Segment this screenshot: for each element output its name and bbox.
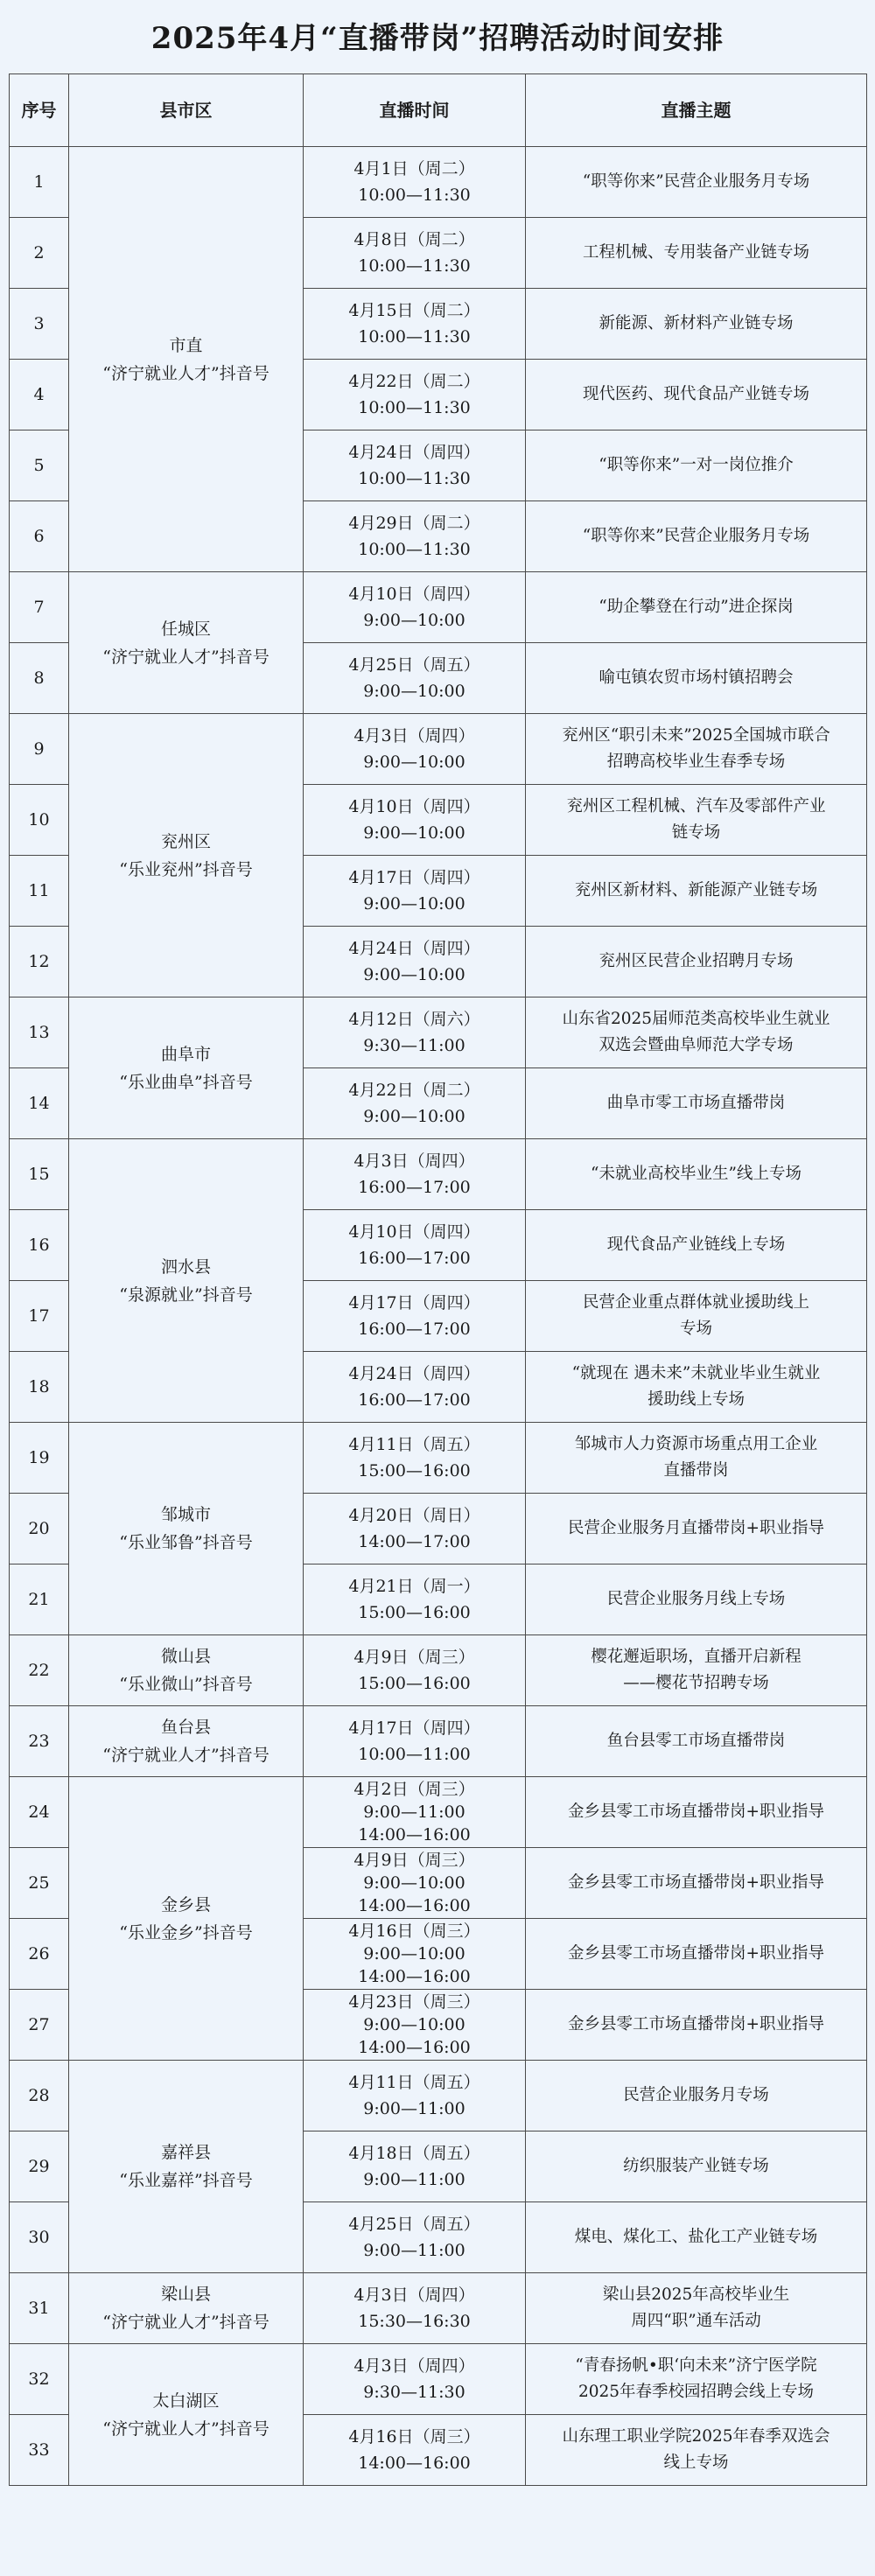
row-number: 3 [10, 289, 69, 360]
time-cell [304, 1564, 526, 1635]
time-range: 15:00—16:00 [358, 1461, 471, 1480]
date-text: 4月24日（周四） [348, 443, 480, 462]
theme-line: 直播带岗 [663, 1461, 729, 1480]
douyin-account: “乐业金乡”抖音号 [119, 1922, 253, 1942]
time-cell [304, 1494, 526, 1564]
time-range: 10:00—11:30 [358, 469, 471, 488]
time-cell [304, 1281, 526, 1352]
date-text: 4月22日（周二） [348, 1081, 480, 1100]
time-range: 10:00—11:30 [358, 186, 471, 205]
time-range: 10:00—11:30 [358, 327, 471, 346]
time-cell [304, 1352, 526, 1423]
theme-line: 链专场 [671, 823, 721, 842]
douyin-account: “乐业嘉祥”抖音号 [119, 2171, 253, 2190]
row-number: 30 [10, 2202, 69, 2273]
row-number: 26 [10, 1919, 69, 1990]
time-range: 9:00—10:00 [363, 1944, 466, 1964]
header-county: 县市区 [69, 74, 304, 147]
theme-line: 专场 [679, 1320, 712, 1338]
douyin-account: “泉源就业”抖音号 [119, 1284, 253, 1305]
theme-line: 金乡县零工市场直播带岗+职业指导 [567, 2015, 824, 2034]
time-cell [304, 714, 526, 785]
theme-line: 梁山县2025年高校毕业生 [602, 2286, 790, 2304]
time-cell [304, 2061, 526, 2132]
row-number: 11 [10, 856, 69, 927]
theme-line: “职等你来”民营企业服务月专场 [582, 172, 810, 191]
theme-line: 现代医药、现代食品产业链专场 [582, 385, 809, 403]
county-name: 兖州区 [160, 831, 211, 851]
theme-line: 曲阜市零工市场直播带岗 [606, 1094, 786, 1112]
time-range: 10:00—11:00 [358, 1745, 471, 1764]
time-range: 9:00—10:00 [363, 2015, 466, 2034]
time-range: 10:00—11:30 [358, 256, 471, 276]
schedule-table [9, 74, 867, 2486]
theme-line: 民营企业重点群体就业援助线上 [582, 1293, 809, 1312]
theme-line: 金乡县零工市场直播带岗+职业指导 [567, 1873, 824, 1892]
county-name: 金乡县 [160, 1894, 211, 1914]
theme-cell [526, 501, 867, 572]
date-text: 4月16日（周三） [348, 1922, 480, 1941]
row-number: 6 [10, 501, 69, 572]
time-range: 10:00—11:30 [358, 398, 471, 417]
county-name: 任城区 [160, 619, 211, 639]
time-range: 9:00—10:00 [363, 1873, 466, 1893]
county-name: 市直 [169, 335, 203, 355]
row-number: 7 [10, 572, 69, 643]
time-cell [304, 2202, 526, 2273]
header-row [10, 74, 867, 147]
date-text: 4月9日（周三） [354, 1648, 475, 1667]
time-cell [304, 1635, 526, 1706]
time-cell [304, 1919, 526, 1990]
theme-cell [526, 218, 867, 289]
row-number: 10 [10, 785, 69, 856]
row-number: 2 [10, 218, 69, 289]
theme-cell [526, 1068, 867, 1139]
row-number: 9 [10, 714, 69, 785]
date-text: 4月18日（周五） [348, 2144, 480, 2163]
date-text: 4月1日（周二） [354, 159, 475, 178]
theme-line: 山东省2025届师范类高校毕业生就业 [562, 1010, 830, 1028]
county-cell [69, 2061, 304, 2273]
table-row [10, 1423, 867, 1494]
date-text: 4月17日（周四） [348, 868, 480, 887]
douyin-account: “济宁就业人才”抖音号 [102, 2313, 270, 2332]
time-range: 14:00—16:00 [358, 2454, 471, 2473]
row-number: 19 [10, 1423, 69, 1494]
row-number: 31 [10, 2273, 69, 2344]
county-name: 嘉祥县 [160, 2143, 211, 2162]
row-number: 23 [10, 1706, 69, 1777]
time-cell [304, 643, 526, 714]
time-cell [304, 2415, 526, 2486]
date-text: 4月24日（周四） [348, 1364, 480, 1383]
row-number: 28 [10, 2061, 69, 2132]
county-name: 梁山县 [160, 2285, 211, 2304]
theme-cell [526, 1139, 867, 1210]
date-text: 4月11日（周五） [348, 1435, 480, 1454]
time-cell [304, 856, 526, 927]
theme-cell [526, 289, 867, 360]
theme-cell [526, 360, 867, 430]
row-number: 14 [10, 1068, 69, 1139]
county-cell [69, 2344, 304, 2486]
time-range: 9:00—10:00 [363, 1107, 466, 1126]
row-number: 15 [10, 1139, 69, 1210]
county-cell [69, 1777, 304, 2061]
date-text: 4月16日（周三） [348, 2427, 480, 2446]
date-text: 4月25日（周五） [348, 655, 480, 675]
county-cell [69, 1139, 304, 1423]
county-cell [69, 147, 304, 572]
header-theme: 直播主题 [526, 74, 867, 147]
time-range: 14:00—16:00 [358, 1896, 471, 1915]
row-number: 13 [10, 998, 69, 1068]
date-text: 4月10日（周四） [348, 1222, 480, 1242]
theme-line: 樱花邂逅职场，直播开启新程 [591, 1648, 802, 1666]
time-range: 15:00—16:00 [358, 1603, 471, 1622]
time-range: 9:30—11:30 [363, 2383, 466, 2402]
theme-line: 民营企业服务月直播带岗+职业指导 [567, 1519, 824, 1537]
theme-cell [526, 1210, 867, 1281]
county-cell [69, 1423, 304, 1635]
table-row [10, 1777, 867, 1848]
theme-cell [526, 1423, 867, 1494]
date-text: 4月9日（周三） [354, 1851, 475, 1870]
date-text: 4月29日（周二） [348, 514, 480, 533]
row-number: 1 [10, 147, 69, 218]
row-number: 12 [10, 927, 69, 998]
county-cell [69, 2273, 304, 2344]
theme-cell [526, 1635, 867, 1706]
theme-cell [526, 714, 867, 785]
row-number: 18 [10, 1352, 69, 1423]
theme-cell [526, 2273, 867, 2344]
date-text: 4月11日（周五） [348, 2073, 480, 2092]
time-cell [304, 360, 526, 430]
time-cell [304, 1848, 526, 1919]
county-cell [69, 1635, 304, 1706]
time-range: 16:00—17:00 [358, 1320, 471, 1339]
row-number: 33 [10, 2415, 69, 2486]
theme-line: 招聘高校毕业生春季专场 [606, 752, 786, 771]
theme-line: 民营企业服务月专场 [623, 2086, 769, 2104]
date-text: 4月12日（周六） [348, 1010, 480, 1029]
theme-cell [526, 2415, 867, 2486]
time-range: 14:00—16:00 [358, 1967, 471, 1986]
time-cell [304, 785, 526, 856]
theme-cell [526, 430, 867, 501]
theme-line: 线上专场 [663, 2454, 729, 2472]
date-text: 4月10日（周四） [348, 797, 480, 816]
row-number: 8 [10, 643, 69, 714]
county-cell [69, 998, 304, 1139]
table-row [10, 147, 867, 218]
theme-cell [526, 1281, 867, 1352]
table-body [10, 147, 867, 2486]
time-range: 9:00—10:00 [363, 894, 466, 914]
county-cell [69, 714, 304, 998]
time-cell [304, 218, 526, 289]
time-cell [304, 927, 526, 998]
time-range: 9:00—10:00 [363, 611, 466, 630]
county-name: 微山县 [160, 1647, 211, 1666]
time-cell [304, 147, 526, 218]
table-row [10, 2344, 867, 2415]
theme-line: “职等你来”民营企业服务月专场 [582, 527, 810, 545]
date-text: 4月24日（周四） [348, 939, 480, 958]
table-row [10, 1139, 867, 1210]
theme-cell [526, 2344, 867, 2415]
theme-cell [526, 927, 867, 998]
time-cell [304, 1777, 526, 1848]
time-cell [304, 1068, 526, 1139]
theme-line: 工程机械、专用装备产业链专场 [582, 243, 809, 262]
theme-line: 2025年春季校园招聘会线上专场 [578, 2383, 815, 2401]
row-number: 4 [10, 360, 69, 430]
date-text: 4月25日（周五） [348, 2215, 480, 2234]
theme-line: 邹城市人力资源市场重点用工企业 [574, 1435, 818, 1453]
theme-cell [526, 1352, 867, 1423]
theme-line: 金乡县零工市场直播带岗+职业指导 [567, 1802, 824, 1821]
county-name: 邹城市 [160, 1505, 211, 1524]
theme-cell [526, 2202, 867, 2273]
theme-line: 纺织服装产业链专场 [623, 2157, 769, 2175]
header-no: 序号 [10, 74, 69, 147]
time-cell [304, 1423, 526, 1494]
time-cell [304, 998, 526, 1068]
time-range: 9:30—11:00 [363, 1036, 466, 1055]
date-text: 4月17日（周四） [348, 1293, 480, 1312]
time-cell [304, 1210, 526, 1281]
douyin-account: “济宁就业人才”抖音号 [102, 2418, 270, 2439]
theme-line: 鱼台县零工市场直播带岗 [606, 1732, 786, 1750]
douyin-account: “济宁就业人才”抖音号 [102, 363, 270, 383]
time-range: 9:00—10:00 [363, 752, 466, 772]
theme-cell [526, 572, 867, 643]
date-text: 4月3日（周四） [354, 726, 475, 746]
theme-line: 周四“职”通车活动 [631, 2312, 761, 2330]
page-title: 2025年4月“直播带岗”招聘活动时间安排 [150, 20, 724, 56]
theme-cell [526, 785, 867, 856]
theme-cell [526, 1706, 867, 1777]
county-name: 曲阜市 [160, 1044, 211, 1064]
date-text: 4月22日（周二） [348, 372, 480, 391]
date-text: 4月3日（周四） [354, 2356, 475, 2376]
time-cell [304, 1706, 526, 1777]
time-range: 9:00—10:00 [363, 965, 466, 984]
time-cell [304, 1139, 526, 1210]
theme-cell [526, 1564, 867, 1635]
theme-cell [526, 2061, 867, 2132]
row-number: 16 [10, 1210, 69, 1281]
douyin-account: “乐业微山”抖音号 [119, 1675, 253, 1694]
time-cell [304, 572, 526, 643]
row-number: 25 [10, 1848, 69, 1919]
theme-line: 援助线上专场 [647, 1390, 745, 1409]
date-text: 4月2日（周三） [354, 1780, 475, 1799]
theme-line: 兖州区新材料、新能源产业链专场 [574, 881, 818, 900]
row-number: 5 [10, 430, 69, 501]
theme-line: “未就业高校毕业生”线上专场 [591, 1165, 802, 1183]
date-text: 4月21日（周一） [348, 1577, 480, 1596]
row-number: 29 [10, 2132, 69, 2202]
row-number: 17 [10, 1281, 69, 1352]
theme-cell [526, 147, 867, 218]
time-cell [304, 1990, 526, 2061]
time-range: 10:00—11:30 [358, 540, 471, 559]
row-number: 27 [10, 1990, 69, 2061]
county-name: 泗水县 [160, 1256, 211, 1277]
time-range: 16:00—17:00 [358, 1178, 471, 1197]
time-range: 15:30—16:30 [358, 2312, 471, 2331]
time-range: 14:00—16:00 [358, 2038, 471, 2057]
theme-cell [526, 2132, 867, 2202]
theme-line: 兖州区工程机械、汽车及零部件产业 [566, 797, 826, 816]
theme-cell [526, 1777, 867, 1848]
time-range: 9:00—11:00 [363, 2241, 466, 2260]
theme-line: “助企攀登在行动”进企探岗 [598, 598, 794, 616]
theme-line: 双选会暨曲阜师范大学专场 [598, 1036, 794, 1054]
theme-line: 新能源、新材料产业链专场 [598, 314, 794, 332]
time-range: 9:00—10:00 [363, 823, 466, 843]
time-range: 16:00—17:00 [358, 1390, 471, 1410]
douyin-account: “乐业兖州”抖音号 [119, 859, 253, 879]
theme-line: 现代食品产业链线上专场 [606, 1236, 786, 1254]
time-range: 14:00—17:00 [358, 1532, 471, 1551]
county-cell [69, 1706, 304, 1777]
time-cell [304, 430, 526, 501]
time-cell [304, 501, 526, 572]
date-text: 4月23日（周三） [348, 1992, 480, 2012]
theme-line: 金乡县零工市场直播带岗+职业指导 [567, 1944, 824, 1963]
time-range: 9:00—11:00 [363, 2170, 466, 2189]
theme-cell [526, 1919, 867, 1990]
row-number: 24 [10, 1777, 69, 1848]
theme-line: “青春扬帆•职‘向未来”济宁医学院 [575, 2356, 817, 2375]
date-text: 4月3日（周四） [354, 1152, 475, 1171]
theme-line: 兖州区民营企业招聘月专场 [598, 952, 794, 970]
theme-line: 煤电、煤化工、盐化工产业链专场 [574, 2228, 818, 2246]
theme-cell [526, 643, 867, 714]
row-number: 20 [10, 1494, 69, 1564]
time-range: 15:00—16:00 [358, 1674, 471, 1693]
theme-line: 兖州区“职引未来”2025全国城市联合 [562, 726, 830, 745]
time-range: 16:00—17:00 [358, 1249, 471, 1268]
theme-line: 山东理工职业学院2025年春季双选会 [562, 2427, 830, 2446]
time-cell [304, 289, 526, 360]
douyin-account: “济宁就业人才”抖音号 [102, 647, 270, 667]
time-cell [304, 2132, 526, 2202]
county-name: 鱼台县 [160, 1718, 211, 1737]
time-cell [304, 2344, 526, 2415]
county-name: 太白湖区 [152, 2390, 220, 2411]
table-row [10, 714, 867, 785]
time-range: 9:00—11:00 [363, 1802, 466, 1822]
theme-line: “职等你来”一对一岗位推介 [598, 456, 794, 474]
table-row [10, 572, 867, 643]
time-cell [304, 2273, 526, 2344]
time-range: 14:00—16:00 [358, 1825, 471, 1844]
date-text: 4月3日（周四） [354, 2286, 475, 2305]
theme-cell [526, 998, 867, 1068]
table-row [10, 2273, 867, 2344]
theme-line: “就现在 遇未来”未就业毕业生就业 [571, 1364, 821, 1382]
table-row [10, 998, 867, 1068]
date-text: 4月10日（周四） [348, 584, 480, 604]
theme-cell [526, 1848, 867, 1919]
douyin-account: “济宁就业人才”抖音号 [102, 1746, 270, 1765]
theme-cell [526, 856, 867, 927]
theme-cell [526, 1990, 867, 2061]
row-number: 32 [10, 2344, 69, 2415]
theme-line: ——樱花节招聘专场 [623, 1674, 769, 1692]
row-number: 21 [10, 1564, 69, 1635]
row-number: 22 [10, 1635, 69, 1706]
theme-line: 喻屯镇农贸市场村镇招聘会 [598, 668, 794, 687]
date-text: 4月15日（周二） [348, 301, 480, 320]
time-range: 9:00—10:00 [363, 682, 466, 701]
table-row [10, 1706, 867, 1777]
douyin-account: “乐业邹鲁”抖音号 [119, 1533, 253, 1552]
time-range: 9:00—11:00 [363, 2099, 466, 2118]
date-text: 4月17日（周四） [348, 1718, 480, 1738]
douyin-account: “乐业曲阜”抖音号 [119, 1072, 253, 1092]
date-text: 4月8日（周二） [354, 230, 475, 249]
table-row [10, 1635, 867, 1706]
header-time: 直播时间 [304, 74, 526, 147]
county-cell [69, 572, 304, 714]
theme-line: 民营企业服务月线上专场 [606, 1590, 786, 1608]
date-text: 4月20日（周日） [348, 1506, 480, 1525]
table-row [10, 2061, 867, 2132]
theme-cell [526, 1494, 867, 1564]
